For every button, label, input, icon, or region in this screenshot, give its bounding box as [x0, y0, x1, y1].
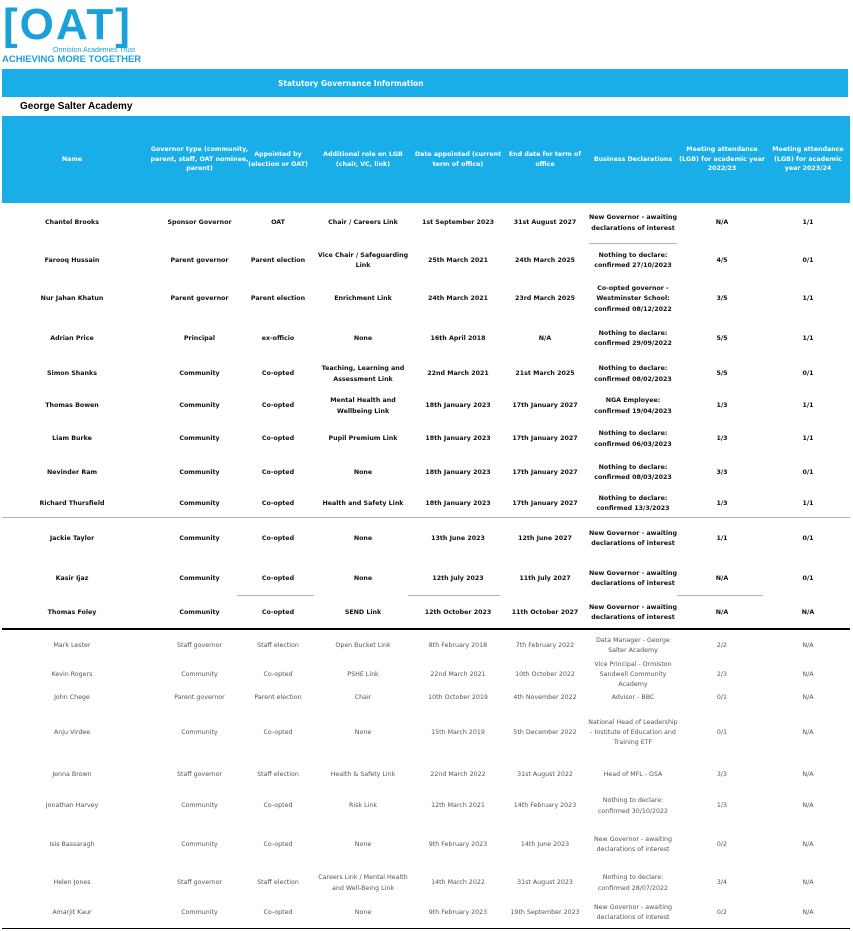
cell-additional-role: None — [353, 334, 373, 342]
tagline: ACHIEVING MORE TOGETHER — [2, 54, 142, 65]
cell-date-appointed: 12th March 2021 — [431, 802, 485, 810]
cell-business-declarations: Nothing to declare: confirmed 08/02/2023 — [594, 365, 672, 383]
cell-end-date: 24th March 2025 — [514, 256, 575, 264]
cell-attendance-2022-23: 1/3 — [716, 802, 728, 810]
cell-date-appointed: 9th February 2023 — [428, 908, 488, 916]
cell-business-declarations: National Head of Leadership - Institute of Education and Training ETF — [588, 718, 678, 747]
cell-attendance-2023-24: 0/1 — [802, 534, 814, 542]
column-header-date-appointed: Date appointed (current term of office) — [414, 150, 502, 168]
table-bottom-border — [2, 928, 850, 929]
cell-additional-role: None — [353, 534, 373, 542]
cell-attendance-2022-23: 3/3 — [716, 468, 728, 476]
cell-end-date: 31st August 2022 — [517, 770, 573, 778]
cell-business-declarations: Nothing to declare: confirmed 29/09/2022 — [594, 329, 672, 347]
cell-attendance-2023-24: 1/1 — [802, 219, 814, 227]
cell-business-declarations: New Governor - awaiting declarations of interest — [588, 569, 678, 587]
cell-attendance-2022-23: N/A — [715, 608, 729, 616]
cell-governor-type: Community — [179, 468, 220, 476]
cell-attendance-2023-24: 1/1 — [802, 402, 814, 410]
cell-business-declarations: New Governor - awaiting declarations of interest — [593, 835, 673, 853]
cell-name: Jonathan Harvey — [45, 802, 99, 810]
cell-additional-role: Chair — [354, 693, 372, 701]
cell-attendance-2023-24: N/A — [802, 670, 814, 678]
cell-appointed-by: Parent election — [250, 256, 306, 264]
current-governor-row — [2, 560, 850, 598]
cell-appointed-by: Co-opted — [263, 670, 293, 678]
cell-governor-type: Community — [181, 670, 218, 678]
cell-date-appointed: 22nd March 2021 — [430, 670, 486, 678]
cell-business-declarations: NGA Employee: confirmed 19/04/2023 — [594, 397, 672, 415]
past-governors-divider — [2, 628, 850, 630]
cell-attendance-2023-24: 0/1 — [802, 256, 814, 264]
cell-appointed-by: Staff election — [257, 770, 299, 778]
cell-governor-type: Community — [181, 802, 218, 810]
cell-date-appointed: 1st September 2023 — [421, 219, 495, 227]
cell-date-appointed: 16th April 2018 — [430, 334, 486, 342]
academy-name: George Salter Academy — [20, 101, 133, 112]
cell-end-date: 11th October 2027 — [511, 608, 579, 616]
cell-name: Jenna Brown — [52, 770, 92, 778]
cell-governor-type: Parent governor — [170, 256, 229, 264]
banner-title: Statutory Governance Information — [278, 78, 424, 88]
cell-additional-role: Health and Safety Link — [322, 499, 404, 507]
cell-business-declarations: New Governor - awaiting declarations of interest — [593, 903, 673, 921]
table-header — [2, 116, 850, 203]
cell-name: Kasir Ijaz — [55, 574, 89, 582]
cell-end-date: 17th January 2027 — [512, 499, 578, 507]
past-governor-row — [2, 868, 850, 899]
cell-business-declarations: Nothing to declare: confirmed 28/07/2022 — [597, 874, 669, 892]
cell-attendance-2023-24: 0/1 — [802, 574, 814, 582]
cell-attendance-2022-23: 3/3 — [716, 770, 728, 778]
cell-appointed-by: Co-opted — [261, 370, 295, 378]
cell-additional-role: Careers Link / Mental Health and Well-Being Link — [318, 874, 408, 892]
cell-end-date: 14th February 2023 — [513, 802, 577, 810]
cell-attendance-2022-23: 3/5 — [716, 295, 728, 303]
cell-name: Helen Jones — [53, 879, 91, 887]
current-governor-row — [2, 319, 850, 359]
cell-additional-role: None — [353, 468, 373, 476]
cell-name: Chantel Brooks — [45, 219, 99, 227]
cell-appointed-by: Co-opted — [261, 499, 295, 507]
cell-end-date: 21st March 2025 — [515, 370, 575, 378]
cell-governor-type: Community — [179, 435, 220, 443]
cell-governor-type: Community — [179, 534, 220, 542]
cell-appointed-by: Co-opted — [261, 435, 295, 443]
cell-attendance-2023-24: N/A — [802, 908, 814, 916]
cell-date-appointed: 12th October 2023 — [424, 608, 492, 616]
column-header-attendance-2022-23: Meeting attendance (LGB) for academic year 2022/23 — [679, 145, 765, 173]
cell-date-appointed: 13th June 2023 — [431, 534, 485, 542]
cell-business-declarations: Co-opted governor - Westminster School: confirmed 08/12/2022 — [594, 285, 672, 313]
cell-governor-type: Principal — [183, 334, 216, 342]
cell-attendance-2023-24: N/A — [802, 693, 814, 701]
cell-attendance-2022-23: 0/2 — [716, 908, 728, 916]
cell-appointed-by: Co-opted — [261, 574, 295, 582]
cell-attendance-2022-23: 0/2 — [716, 840, 728, 848]
cell-date-appointed: 18th January 2023 — [425, 499, 491, 507]
cell-business-declarations: Vice Principal - Ormiston Sandwell Community Academy — [594, 660, 672, 689]
cell-attendance-2022-23: N/A — [715, 574, 729, 582]
cell-governor-type: Community — [179, 370, 220, 378]
logo-mark: [OAT] — [3, 0, 132, 49]
cell-attendance-2023-24: N/A — [802, 840, 814, 848]
cell-appointed-by: Staff election — [257, 641, 299, 649]
cell-attendance-2023-24: 0/1 — [802, 370, 814, 378]
past-governor-row — [2, 822, 850, 868]
cell-attendance-2022-23: 2/3 — [716, 670, 728, 678]
cell-end-date: 31st August 2023 — [517, 879, 573, 887]
cell-attendance-2023-24: N/A — [801, 608, 815, 616]
cell-governor-type: Community — [179, 499, 220, 507]
cell-attendance-2022-23: N/A — [715, 219, 729, 227]
cell-additional-role: Teaching, Learning and Assessment Link — [321, 365, 405, 383]
cell-business-declarations: Nothing to declare: confirmed 27/10/2023 — [594, 251, 672, 269]
cell-appointed-by: Co-opted — [263, 802, 293, 810]
cell-additional-role: Risk Link — [349, 802, 377, 810]
cell-governor-type: Parent governor — [174, 693, 225, 701]
cell-date-appointed: 22nd March 2021 — [427, 370, 489, 378]
cell-attendance-2022-23: 1/3 — [716, 402, 728, 410]
column-header-end-date: End date for term of office — [508, 150, 582, 168]
current-governor-row — [2, 518, 850, 560]
cell-date-appointed: 12th July 2023 — [432, 574, 484, 582]
title-banner — [2, 69, 848, 97]
current-governor-row — [2, 456, 850, 490]
cell-appointed-by: Co-opted — [263, 728, 293, 736]
cell-end-date: 5th December 2022 — [513, 728, 577, 736]
logo-subtitle: Ormiston Academies Trust — [53, 47, 136, 54]
cell-appointed-by: Co-opted — [261, 608, 295, 616]
cell-name: Anju Virdee — [53, 728, 91, 736]
cell-date-appointed: 10th October 2019 — [428, 693, 488, 701]
cell-business-declarations: New Governor - awaiting declarations of interest — [588, 529, 678, 547]
cell-name: Richard Thursfield — [39, 499, 105, 507]
cell-attendance-2023-24: 1/1 — [802, 435, 814, 443]
cell-attendance-2022-23: 4/5 — [716, 256, 728, 264]
cell-date-appointed: 15th March 2019 — [431, 728, 485, 736]
cell-end-date: 23rd March 2025 — [514, 295, 576, 303]
past-governor-row — [2, 759, 850, 791]
cell-additional-role: None — [354, 728, 372, 736]
cell-governor-type: Staff governor — [176, 879, 223, 887]
column-header-name: Name — [61, 155, 83, 163]
cell-governor-type: Community — [181, 728, 218, 736]
cell-name: Thomas Foley — [47, 608, 97, 616]
column-header-business-declarations: Business Declarations — [593, 155, 673, 163]
cell-date-appointed: 25th March 2021 — [427, 256, 488, 264]
cell-appointed-by: Co-opted — [263, 840, 293, 848]
cell-additional-role: Chair / Careers Link — [328, 219, 398, 227]
current-governor-row — [2, 490, 850, 518]
cell-attendance-2023-24: 0/1 — [802, 468, 814, 476]
section-divider — [2, 517, 850, 518]
past-governor-row — [2, 631, 850, 661]
cell-additional-role: Health & Safety Link — [330, 770, 396, 778]
cell-name: Nur Jahan Khatun — [40, 295, 104, 303]
cell-end-date: 31st August 2027 — [513, 219, 577, 227]
cell-business-declarations: Nothing to declare: confirmed 08/03/2023 — [594, 463, 672, 481]
cell-additional-role: None — [353, 574, 373, 582]
cell-attendance-2022-23: 5/5 — [716, 334, 728, 342]
cell-date-appointed: 18th January 2023 — [425, 402, 491, 410]
cell-governor-type: Community — [179, 608, 220, 616]
cell-date-appointed: 9th February 2023 — [428, 840, 488, 848]
cell-governor-type: Community — [179, 402, 220, 410]
cell-additional-role: None — [354, 840, 372, 848]
cell-attendance-2023-24: 1/1 — [802, 334, 814, 342]
cell-additional-role: PSHE Link — [347, 670, 379, 678]
cell-additional-role: Enrichment Link — [334, 295, 392, 303]
cell-appointed-by: Staff election — [257, 879, 299, 887]
cell-end-date: 17th January 2027 — [512, 402, 578, 410]
cell-date-appointed: 24th March 2021 — [427, 295, 488, 303]
cell-additional-role: Pupil Premium Link — [328, 435, 398, 443]
cell-attendance-2022-23: 2/2 — [716, 641, 728, 649]
cell-governor-type: Sponsor Governor — [167, 219, 232, 227]
current-governor-row — [2, 359, 850, 390]
cell-business-declarations: Advisor - BBC — [611, 693, 655, 701]
cell-name: John Chege — [54, 693, 90, 701]
cell-governor-type: Community — [181, 840, 218, 848]
cell-end-date: N/A — [538, 334, 552, 342]
cell-business-declarations: Head of MFL - GSA — [603, 770, 663, 778]
cell-date-appointed: 14th March 2022 — [431, 879, 485, 887]
cell-appointed-by: Parent election — [254, 693, 302, 701]
cell-attendance-2022-23: 1/1 — [716, 534, 728, 542]
cell-name: Farooq Hussain — [44, 256, 100, 264]
column-header-attendance-2023-24: Meeting attendance (LGB) for academic year 2023/24 — [772, 145, 844, 173]
past-governor-row — [2, 661, 850, 689]
cell-attendance-2023-24: 1/1 — [802, 499, 814, 507]
current-governor-row — [2, 205, 850, 242]
cell-name: Jackie Taylor — [49, 534, 95, 542]
cell-divider — [408, 595, 500, 596]
cell-end-date: 17th January 2027 — [512, 435, 578, 443]
cell-end-date: 17th January 2027 — [512, 468, 578, 476]
cell-appointed-by: Co-opted — [261, 534, 295, 542]
cell-date-appointed: 8th February 2018 — [428, 641, 488, 649]
cell-end-date: 14th June 2023 — [520, 840, 570, 848]
column-header-appointed-by: Appointed by (election or OAT) — [248, 150, 308, 168]
cell-appointed-by: ex-officio — [261, 334, 295, 342]
current-governor-row — [2, 598, 850, 628]
cell-business-declarations: Nothing to declare: confirmed 13/3/2023 — [596, 494, 670, 512]
cell-end-date: 12th June 2027 — [518, 534, 572, 542]
cell-divider — [237, 595, 314, 596]
cell-appointed-by: Co-opted — [263, 908, 293, 916]
cell-name: Nevinder Ram — [46, 468, 98, 476]
cell-attendance-2023-24: N/A — [802, 641, 814, 649]
current-governor-row — [2, 280, 850, 319]
column-header-governor-type: Governor type (community, parent, staff, OAT nominee, parent) — [150, 145, 249, 173]
cell-governor-type: Community — [179, 574, 220, 582]
cell-appointed-by: OAT — [271, 219, 285, 227]
cell-business-declarations: Data Manager - George Salter Academy — [596, 636, 670, 654]
cell-governor-type: Community — [181, 908, 218, 916]
current-governor-row — [2, 242, 850, 280]
cell-attendance-2023-24: N/A — [802, 770, 814, 778]
cell-business-declarations: Nothing to declare: confirmed 30/10/2022 — [597, 797, 669, 815]
cell-appointed-by: Parent election — [250, 295, 306, 303]
cell-name: Adrian Price — [50, 334, 94, 342]
cell-name: Isis Bassaragh — [49, 840, 95, 848]
cell-attendance-2023-24: N/A — [802, 879, 814, 887]
cell-appointed-by: Co-opted — [261, 402, 295, 410]
cell-name: Kevin Rogers — [51, 670, 93, 678]
cell-governor-type: Parent governor — [170, 295, 229, 303]
cell-additional-role: Vice Chair / Safeguarding Link — [317, 251, 409, 269]
cell-date-appointed: 18th January 2023 — [425, 468, 491, 476]
current-governor-row — [2, 390, 850, 423]
past-governor-row — [2, 689, 850, 707]
past-governor-row — [2, 791, 850, 822]
cell-attendance-2023-24: N/A — [802, 802, 814, 810]
cell-date-appointed: 18th January 2023 — [425, 435, 491, 443]
cell-additional-role: SEND Link — [344, 608, 382, 616]
cell-date-appointed: 22nd March 2022 — [430, 770, 486, 778]
cell-attendance-2022-23: 5/5 — [716, 370, 728, 378]
cell-name: Simon Shanks — [47, 370, 97, 378]
column-header-additional-role: Additional role on LGB (chair, VC, link) — [323, 150, 403, 168]
cell-name: Liam Burke — [52, 435, 92, 443]
cell-additional-role: Mental Health and Wellbeing Link — [330, 397, 396, 415]
cell-name: Amarjit Kaur — [52, 908, 92, 916]
cell-attendance-2023-24: N/A — [802, 728, 814, 736]
cell-attendance-2022-23: 3/4 — [716, 879, 728, 887]
cell-attendance-2023-24: 1/1 — [802, 295, 814, 303]
cell-end-date: 11th July 2027 — [519, 574, 571, 582]
cell-end-date: 19th September 2023 — [510, 908, 580, 916]
cell-name: Mark Lester — [53, 641, 91, 649]
cell-divider — [677, 595, 763, 596]
cell-attendance-2022-23: 0/1 — [716, 693, 728, 701]
cell-attendance-2022-23: 1/3 — [716, 499, 728, 507]
cell-governor-type: Staff governor — [176, 641, 223, 649]
past-governor-row — [2, 899, 850, 927]
cell-attendance-2022-23: 0/1 — [716, 728, 728, 736]
cell-business-declarations: New Governor - awaiting declarations of interest — [588, 603, 678, 621]
cell-additional-role: None — [354, 908, 372, 916]
cell-business-declarations: New Governor - awaiting declarations of interest — [588, 214, 678, 232]
cell-attendance-2022-23: 1/3 — [716, 435, 728, 443]
cell-name: Thomas Bowen — [45, 402, 99, 410]
cell-end-date: 4th November 2022 — [513, 693, 577, 701]
cell-end-date: 7th February 2022 — [515, 641, 575, 649]
cell-appointed-by: Co-opted — [261, 468, 295, 476]
cell-divider — [589, 243, 677, 244]
cell-business-declarations: Nothing to declare: confirmed 06/03/2023 — [594, 430, 672, 448]
cell-governor-type: Staff governor — [176, 770, 223, 778]
cell-end-date: 10th October 2022 — [515, 670, 575, 678]
current-governor-row — [2, 423, 850, 456]
cell-additional-role: Open Bucket Link — [335, 641, 391, 649]
past-governor-row — [2, 707, 850, 759]
